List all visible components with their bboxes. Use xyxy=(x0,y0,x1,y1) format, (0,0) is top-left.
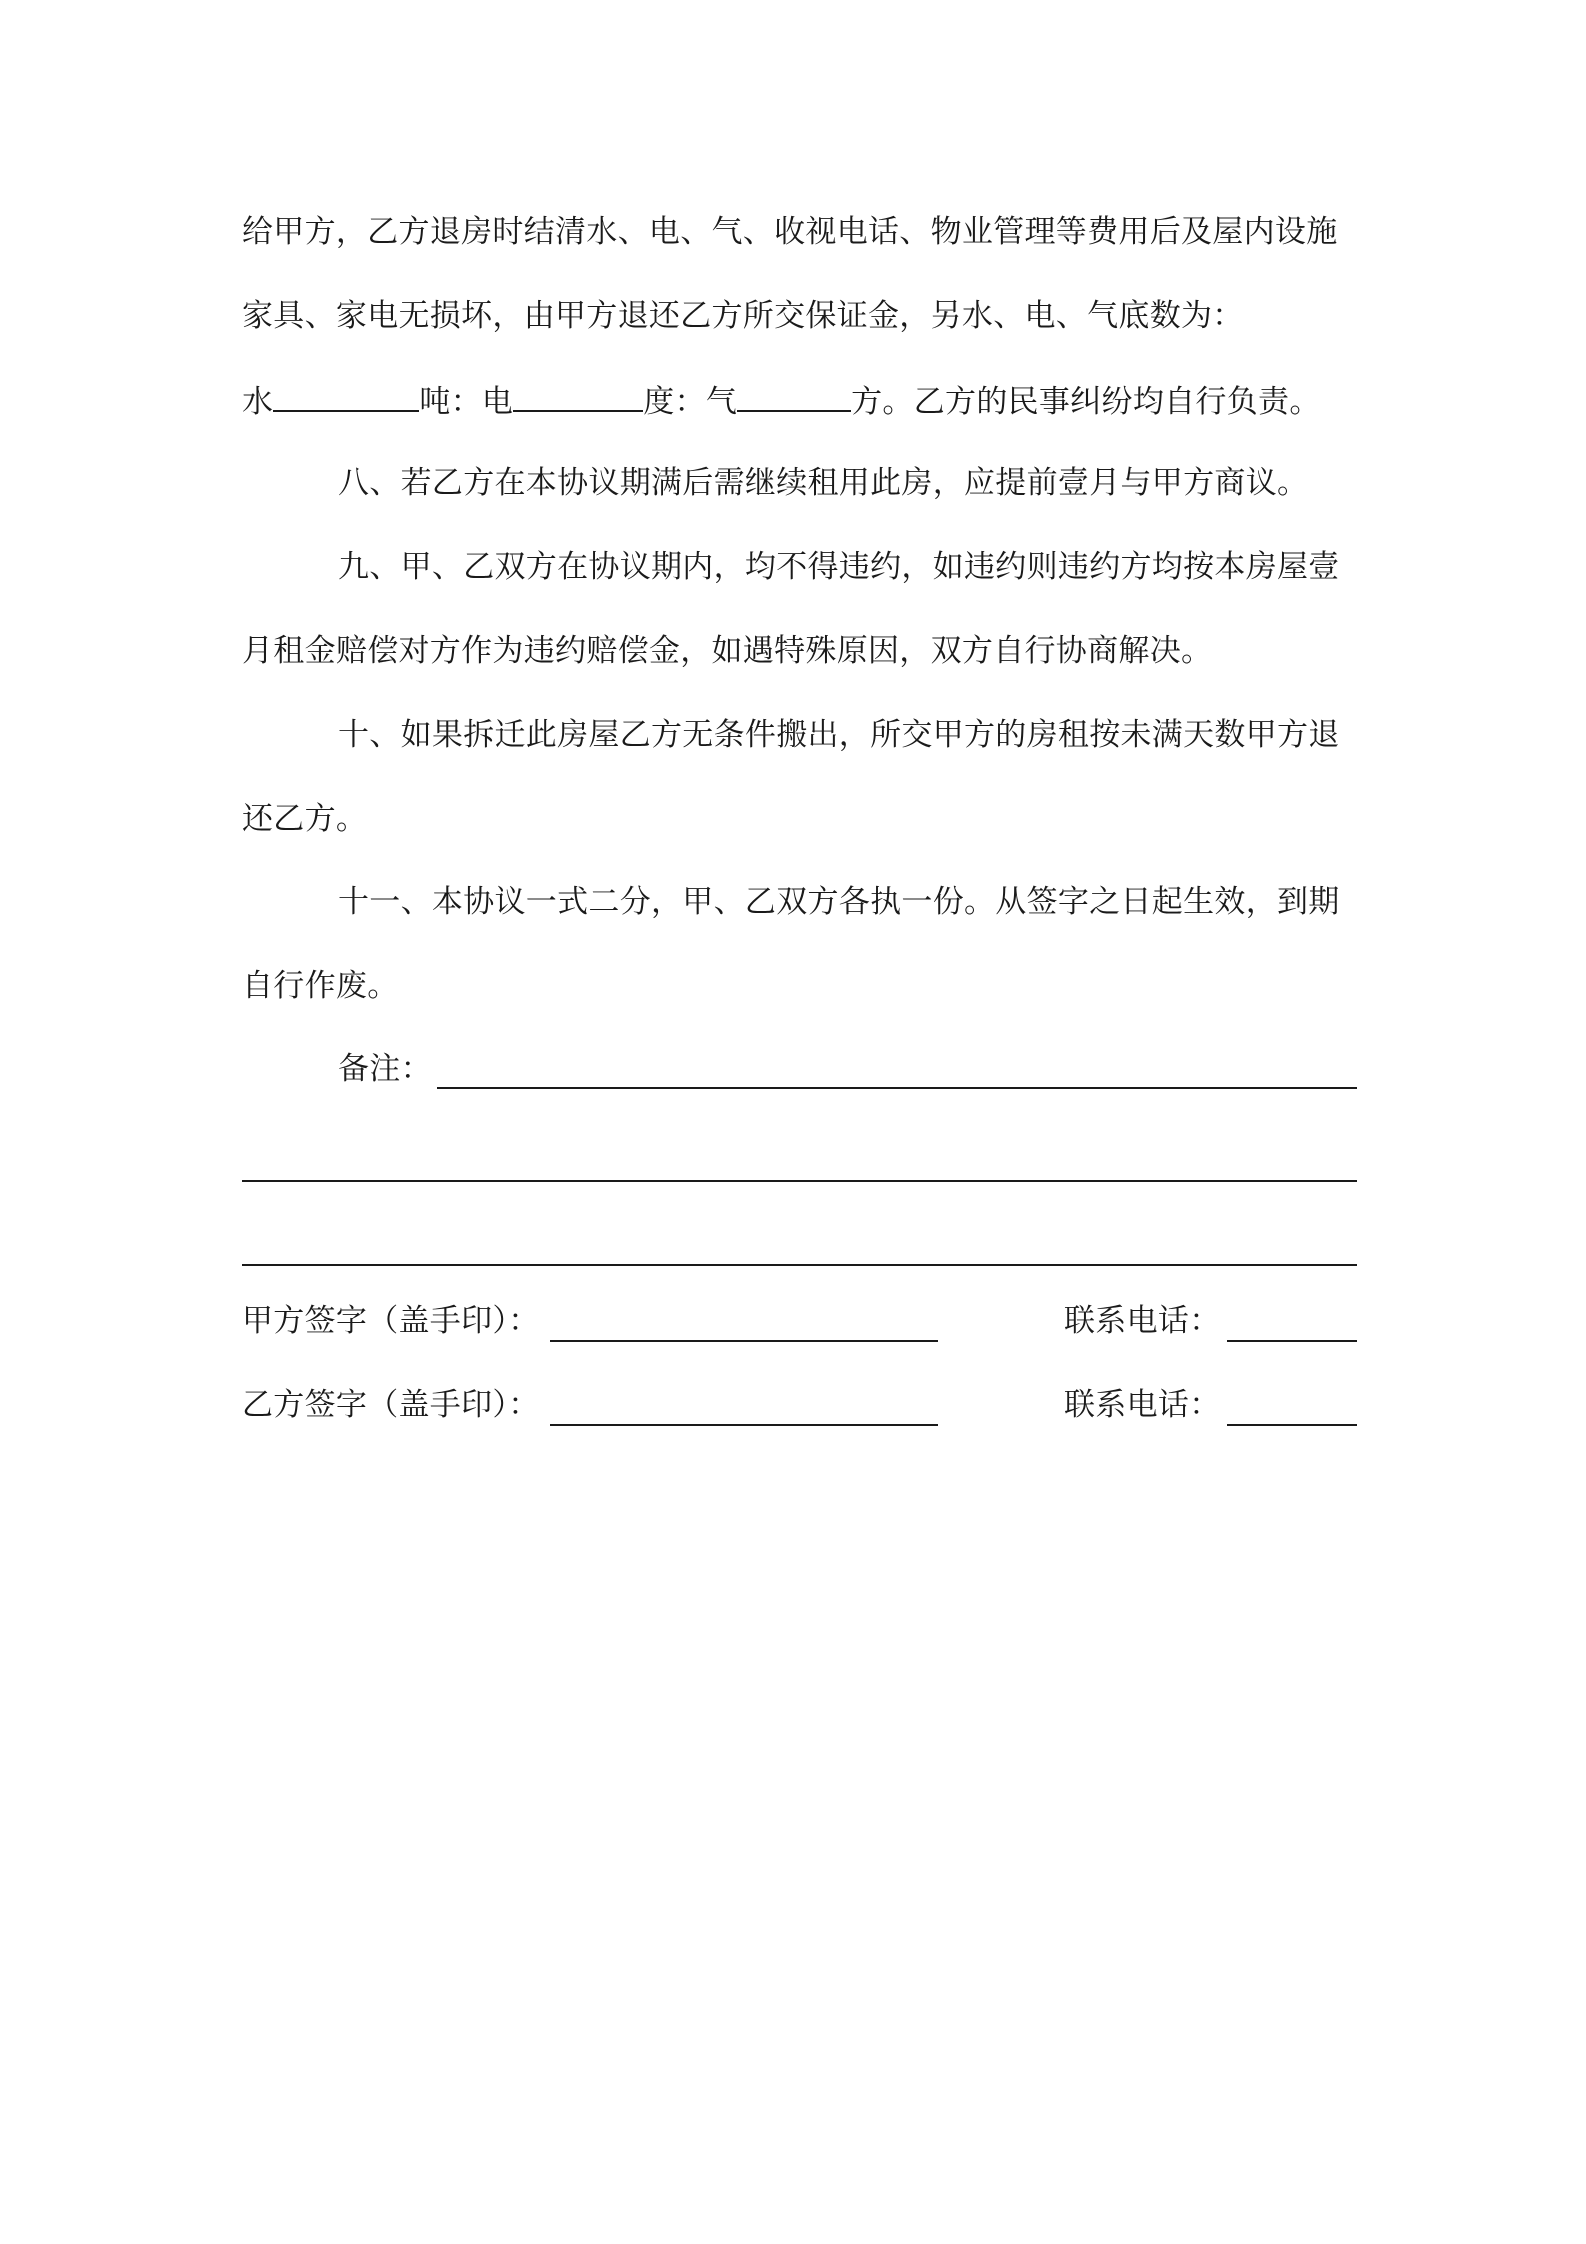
gas-reading-blank[interactable] xyxy=(737,380,851,412)
party-b-signature-line[interactable] xyxy=(550,1424,938,1426)
gas-unit: 方。乙方的民事纠纷均自行负责。 xyxy=(851,384,1321,420)
water-reading-blank[interactable] xyxy=(273,380,419,412)
remarks-line-3[interactable] xyxy=(242,1264,1357,1266)
clause-7-line-3 xyxy=(242,380,1357,422)
clause-11-line-2: 自行作废。 xyxy=(242,968,399,1004)
clause-7-line-1: 给甲方，乙方退房时结清水、电、气、收视电话、物业管理等费用后及屋内设施 xyxy=(242,214,1338,250)
clause-11-line-1: 十一、本协议一式二分，甲、乙双方各执一份。从签字之日起生效，到期 xyxy=(338,884,1340,920)
party-a-signature-label: 甲方签字（盖手印）： xyxy=(242,1303,540,1339)
remarks-label: 备注： xyxy=(338,1051,432,1087)
power-reading-blank[interactable] xyxy=(513,380,643,412)
remarks-line-2[interactable] xyxy=(242,1180,1357,1182)
clause-10-line-2: 还乙方。 xyxy=(242,801,368,837)
party-a-phone-line[interactable] xyxy=(1227,1340,1357,1342)
clause-9-line-2: 月租金赔偿对方作为违约赔偿金，如遇特殊原因，双方自行协商解决。 xyxy=(242,633,1213,669)
clause-7-line-2: 家具、家电无损坏，由甲方退还乙方所交保证金，另水、电、气底数为： xyxy=(242,298,1244,334)
remarks-line-1[interactable] xyxy=(437,1087,1357,1089)
water-label: 水 xyxy=(242,384,274,420)
water-unit: 吨：电 xyxy=(419,384,514,420)
party-b-phone-label: 联系电话： xyxy=(1064,1387,1221,1423)
power-unit: 度：气 xyxy=(643,384,738,420)
clause-10-line-1: 十、如果拆迁此房屋乙方无条件搬出，所交甲方的房租按未满天数甲方退 xyxy=(338,717,1340,753)
party-a-signature-line[interactable] xyxy=(550,1340,938,1342)
party-a-phone-label: 联系电话： xyxy=(1064,1303,1221,1339)
clause-9-line-1: 九、甲、乙双方在协议期内，均不得违约，如违约则违约方均按本房屋壹 xyxy=(338,549,1340,585)
party-b-phone-line[interactable] xyxy=(1227,1424,1357,1426)
clause-8-line-1: 八、若乙方在本协议期满后需继续租用此房，应提前壹月与甲方商议。 xyxy=(338,465,1309,501)
party-b-signature-label: 乙方签字（盖手印）： xyxy=(242,1387,540,1423)
